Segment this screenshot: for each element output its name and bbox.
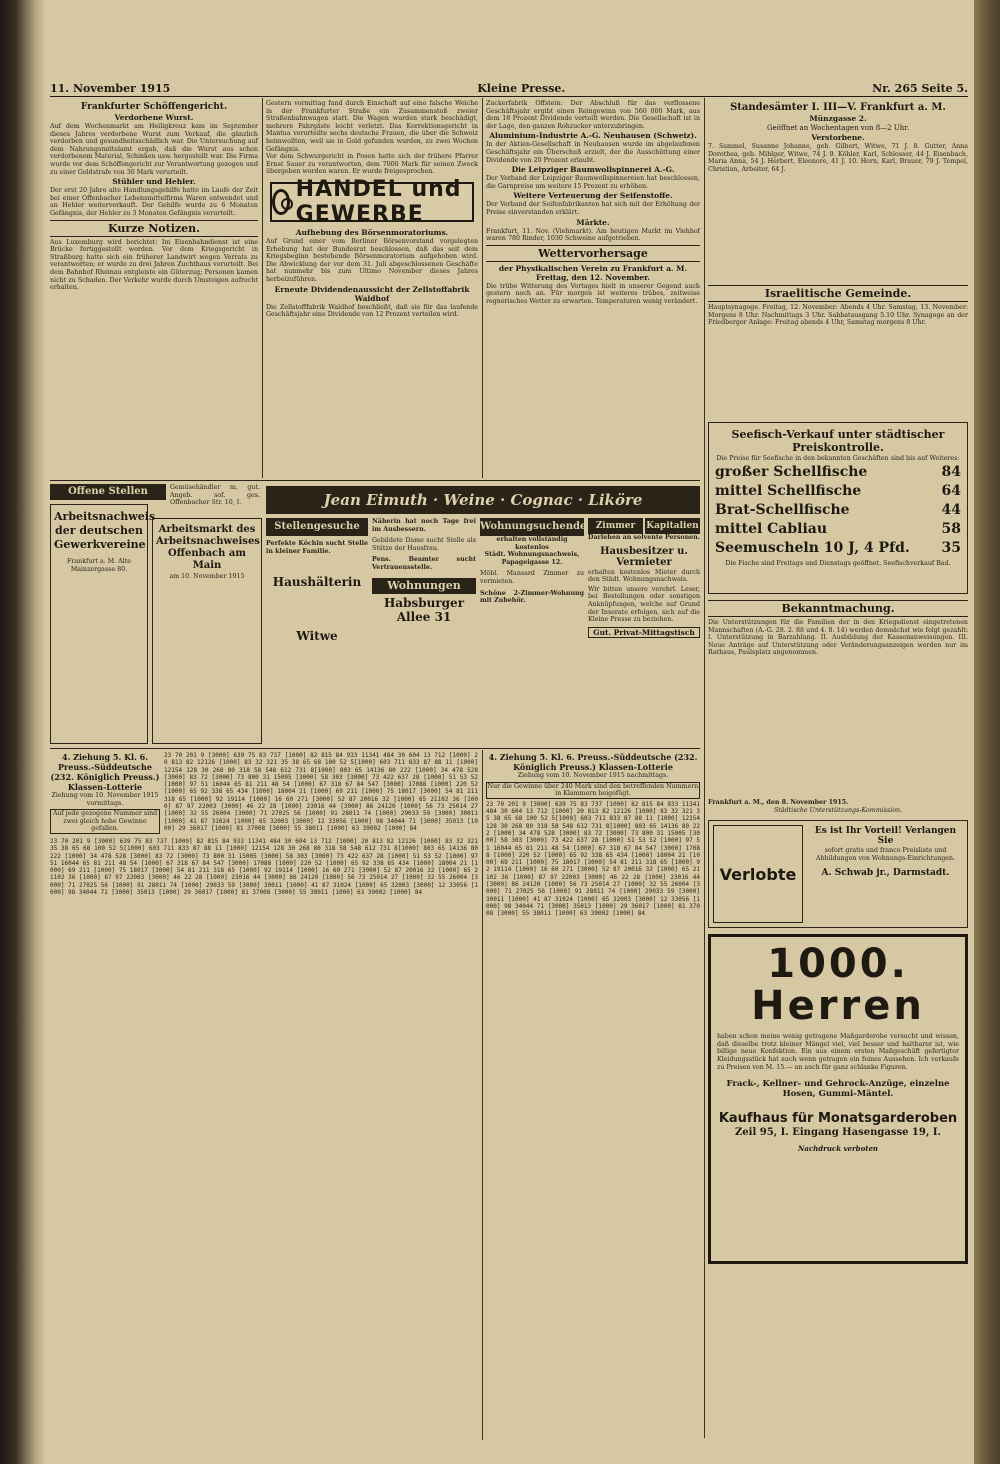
deaths-subtitle: Verstorbene.: [811, 133, 865, 142]
bekanntmachung-heading: Bekanntmachung.: [708, 600, 968, 617]
arbeitsnachweis-ad: [50, 504, 156, 744]
article-text: Frankfurt, 11. Nov. (Viehmarkt). Am heutigen Markt im Viehhof waren 780 Rinder, 1030 Schweine aufgetrieben.: [486, 227, 700, 243]
article-title: Frankfurter Schöffengericht.: [80, 102, 228, 112]
header-masthead: Kleine Presse.: [477, 82, 566, 95]
article-text: Der Verband der Seifenfabrikanten hat sich mit der Erhöhung der Preise einverstanden erklärt.: [486, 201, 700, 216]
seefisch-title: Seefisch-Verkauf unter städtischer Preiskontrolle.: [731, 428, 945, 454]
bekanntmachung-signature: Städtische Unterstützungs-Kommission.: [773, 806, 903, 814]
lottery-subtitle-1: Ziehung vom 10. November 1915 vormittags.: [51, 792, 159, 807]
jean-eimuth-banner: Jean Eimuth · Weine · Cognac · Liköre: [266, 486, 700, 514]
hausbesitzer-text: erhalten kostenlos Mieter durch den Städt. Wohnungsnachweis.: [588, 568, 700, 584]
deaths-list: 7. Sammel, Susanne Johanne, geb. Gilbert, Witwe, 71 J. 8. Gutter, Anna Dorothea, geb. Mihlger, Witwe, 74 J. 9. Köhler, Karl, Schlosser, 44 J. Eisenbach, Maria Anna, 54 J. Herbert, Eleonore, 41 J. 10. Horn, Karl, Brauer, 79 J. Tempel, Christian, Arbeiter, 64 J.: [708, 143, 968, 173]
fish-price: 35: [941, 539, 961, 556]
lottery-subtitle-2: Ziehung vom 10. November 1915 nachmittags.: [517, 772, 669, 779]
standesamt-subtitle: Münzgasse 2.: [809, 114, 867, 123]
herren-ad: [708, 934, 968, 1264]
lottery-numbers: 23 70 201 9 [3000] 639 75 83 737 [1000] 82 815 84 933 11341 484 30 604 13 712 [1000] 20 813 82 12126 [1000] 83 32 321 35 38 65 68 100 52 5[1000] 603 711 833 87 88 11 [1000] 12154 128 30 268 80 318 58 548 612 731 8[1000] 803 65 14136 80 222 [1000] 34 478 528 [3000] 83 72 [3000] 73 800 31 15005 [3000] 58 303 [3000] 73 422 637 28 [1000] 51 53 52 [1000] 97 51 16044 65 81 211 48 54 [1000] 67 318 67 84 547 [3000] 17088 [1000] 220 52 [1000] 65 92 338 65 434 [1000] 18004 21 [1000] 69 211 [1000] 75 18017 [3000] 54 81 211 318 65 [1000] 92 19114 [1000] 16 60 271 [3000] 52 87 20016 32 [1000] 65 21102 36 [1000] 87 97 22003 [3000] 46 22 28 [1000] 23016 44 [3000] 86 24120 [1000] 56 73 25014 27 [1000] 32 55 26004 [3000] 71 27025 56 [1000] 91 28011 74 [1000] 29033 59 [3000] 30011 [1000] 41 87 31024 [1000] 65 32003 [3000] 12 33056 [1000] 98 34044 71 [3000] 35013 [1000] 29 36017 [1000] 81 37008 [3000] 55 38011 [1000] 63 39002 [1000] 84: [50, 837, 478, 897]
fish-price-row: [715, 501, 961, 520]
newspaper-page: [44, 0, 974, 1464]
article-subtitle: Aluminium-Industrie A.-G. Neuhausen (Schweiz).: [489, 131, 697, 141]
article-subtitle: Die Leipziger Baumwollspinnerei A.-G.: [511, 165, 675, 175]
fish-price: 58: [941, 520, 961, 537]
article-subtitle: Weitere Verteuerung der Seifenstoffe.: [513, 191, 673, 201]
stellengesuche-column-2: [372, 518, 476, 744]
article-text: Aus Luxemburg wird berichtet: Im Eisenbahndienst ist eine Brücke fertiggestellt worden. Vor dem Kriegsgericht in Straßburg hatte sich ein früherer Landwirt wegen Verrats zu verantworten; er wurde zu drei Jahren Zuchthaus verurteilt. Bei dem Bahnhof Rheinau entgleiste ein Güterzug; Personen kamen nicht zu Schaden. Der Verkehr wurde durch Umsteigen aufrecht erhalten.: [50, 238, 258, 292]
seefisch-ad: [708, 422, 968, 594]
naeherin-ad: Näherin hat noch Tage frei im Ausbessern.: [372, 518, 476, 533]
fish-price-row: [715, 520, 961, 539]
column-rule: [482, 98, 483, 478]
weather-heading: Wettervorhersage: [486, 245, 700, 262]
gemuse-ad: Gemüsehändler m. gut. Angeb. sof. ges. Offenbacher Str. 10, I.: [170, 484, 260, 507]
handel-gewerbe-banner: [270, 176, 474, 227]
seefisch-intro: Die Preise für Seefische in den bekannten Geschäften sind bis auf Weiteres:: [716, 455, 960, 462]
column-rule: [482, 750, 483, 1440]
article-text: Vor dem Schwurgericht in Posen hatte sich der frühere Pfarrer Ernst Sauer zu verantworten, dem 7000 Mark für seinen Zweck übergeben worden waren. Er wurde freigesprochen.: [266, 153, 478, 176]
verlobte-text: sofort gratis und franco Preisliste und Abbildungen von Wohnungs-Einrichtungen.: [815, 847, 956, 862]
article-text: Auf Grund einer vom Berliner Börsenvorstand vorgelegten Erhebung hat der Bundesrat beschlossen, daß das seit dem Kriegsbeginn bestehende Börsenmoratorium aufgehoben wird. Die Abwicklung der vor dem 31. Juli abgeschlossenen Geschäfte hat nunmehr bis zum Ultimo November dieses Jahres herbeizuführen.: [266, 237, 478, 283]
zimmer-kapitalien-column: [588, 518, 700, 744]
fish-name: Brat-Schellfische: [715, 501, 850, 518]
wohnungen-header: Wohnungen: [372, 578, 476, 594]
book-binding-left: [0, 0, 44, 1464]
arbeitsnachweis-address: Frankfurt a. M. Alte Mainzergasse 80.: [67, 558, 131, 573]
synagogue-times: Hauptsynagoge. Freitag, 12. November: Abends 4 Uhr. Samstag, 13. November: Morgens 8 Uhr. Nachmittags 3 Uhr. Sabbatausgang 5.10 Uhr. Synagoge an der Friedberger Anlage: Freitag abends 4 Uhr, Samstag morgens 8 Uhr.: [708, 304, 968, 327]
lottery-title-1: 4. Ziehung 5. Kl. 6. Preuss.-Süddeutsche (232. Königlich Preuss.) Klassen-Lotterie: [50, 752, 160, 792]
article-text: Die trübe Witterung des Vortages hielt in unserer Gegend auch gestern noch an. Für morgen ist weiteres trübes, zeitweise regnerisches Wetter zu erwarten. Temperaturen wenig verändert.: [486, 282, 700, 305]
article-subtitle: Erneute Dividendenaussicht der Zellstoffabrik Waldhof: [274, 284, 470, 303]
section-rule: [50, 748, 700, 749]
arbeitsmarkt-title: Arbeitsmarkt des Arbeitsnachweises Offenbach am Main: [156, 524, 260, 571]
article-text: In der Aktien-Gesellschaft in Neuhausen wurde im abgelaufenen Geschäftsjahr ein Überschuß erzielt, der die Ausschüttung einer Dividende von 20 Prozent erlaubt.: [486, 141, 700, 164]
witwe-ad: Witwe: [296, 629, 338, 644]
fish-price-row: [715, 482, 961, 501]
verlobte-word: Verlobte: [713, 825, 803, 923]
fish-name: mittel Schellfische: [715, 482, 862, 499]
herren-text: haben schon meine wenig getragene Maßgarderobe versucht und wissen, daß dieselbe trotz kleiner Mängel viel, viel besser und haltbarer ist, wie billige neue Konfektion. Ein aus einem ersten Maßgeschäft gefertigter Kleidungsstück hat auch wenn getragen ein feines Aussehen. Ich verkaufe zu Preisen von M. 15.— an auch für ganz schlanke Figuren.: [717, 1033, 959, 1071]
fish-price-row: [715, 463, 961, 482]
article-text: Auf dem Wochenmarkt am Heiligkreuz kam im September dieses Jahres verdorbene Wurst zum Verkauf, die gänzlich verdorben und gesundheitsschädlich war. Die Untersuchung auf dem Nahrungsmittelamt ergab, daß die Wurst aus schon verdorbenem Material, Schinken usw. hergestellt war. Die Firma wurde vor dem Schöffengericht zur Verantwortung gezogen und zu einer Geldstrafe von 30 Mark verurteilt.: [50, 123, 258, 176]
column-2: [266, 100, 478, 478]
gear-icon: [272, 189, 290, 215]
beamter-ad: Pens. Beamter sucht Vertrauensstelle.: [372, 556, 476, 571]
section-heading: Kurze Notizen.: [50, 220, 258, 237]
herren-word: Herren: [751, 983, 925, 1030]
header-date: 11. November 1915: [50, 82, 171, 95]
bekanntmachung-text: Die Unterstützungen für die Familien der in den Kriegsdienst eingetretenen Mannschaften (A.-G. 28. 2. 88 und 4. 8. 14) werden demnächst wie folgt gezahlt: I. Unterstützung in Barzahlung. II. Ausbildung der Kassenanweisungen. III. Neue Anträge auf Unterstützung oder Veränderungsanzeigen werden nur im Rathaus, Paulsplatz angenommen.: [708, 619, 968, 657]
herren-items: Frack-, Kellner- und Gehrock-Anzüge, einzelne Hosen, Gummi-Mäntel.: [726, 1079, 950, 1100]
lottery-note-1: Auf jede gezogene Nummer sind zwei gleich hohe Gewinne gefallen.: [50, 809, 160, 834]
wohnungsuchende-sub: erhalten vollständig kostenlos: [496, 536, 568, 551]
wohnungsuchende-column: [480, 518, 587, 744]
article-text: Gestern vormittag fand durch Einschaft auf eine falsche Weiche in der Frankfurter Straße ein Zusammenstoß zweier Straßenbahnwagen statt. Die Wagen wurden stark beschädigt, mehrere Fahrgäste leicht verletzt. Das Korrektionsgericht in Mantua verurteilte sechs deutsche Frauen, die über die Schweiz heimwollten, weil sie in Gold gefunden wurden, zu zwei Wochen Gefängnis.: [266, 100, 478, 153]
israelitische-gemeinde-heading: Israelitische Gemeinde.: [708, 285, 968, 302]
herren-address: Zeil 95, I. Eingang Hasengasse 19, I.: [735, 1127, 941, 1139]
gebildete-ad: Gebildete Dame sucht Stelle als Stütze der Hausfrau.: [372, 537, 476, 552]
article-text: Die Zellstofffabrik Waldhof beschließt, daß sie für das laufende Geschäftsjahr eine Dividende von 12 Prozent verteilen wird.: [266, 303, 478, 319]
column-rule: [704, 98, 705, 1438]
lottery-numbers: 23 70 201 9 [3000] 639 75 83 737 [1000] 82 815 84 933 11341 484 30 604 13 712 [1000] 20 813 82 12126 [1000] 83 32 321 35 38 65 68 100 52 5[1000] 603 711 833 87 88 11 [1000] 12154 128 30 268 80 318 58 548 612 731 8[1000] 803 65 14136 80 222 [1000] 34 478 528 [3000] 83 72 [3000] 73 800 31 15005 [3000] 58 303 [3000] 73 422 637 28 [1000] 51 53 52 [1000] 97 51 16044 65 81 211 48 54 [1000] 67 318 67 84 547 [3000] 17088 [1000] 220 52 [1000] 65 92 338 65 434 [1000] 18004 21 [1000] 69 211 [1000] 75 18017 [3000] 54 81 211 318 65 [1000] 92 19114 [1000] 16 60 271 [3000] 52 87 20016 32 [1000] 65 21102 36 [1000] 87 97 22003 [3000] 46 22 28 [1000] 23016 44 [3000] 86 24120 [1000] 56 73 25014 27 [1000] 32 55 26004 [3000] 71 27025 56 [1000] 91 28011 74 [1000] 29033 59 [3000] 30011 [1000] 41 87 31024 [1000] 65 32003 [3000] 12 33056 [1000] 98 34044 71 [3000] 35013 [1000] 29 36017 [1000] 81 37008 [3000] 55 38011 [1000] 63 39002 [1000] 84: [164, 752, 478, 832]
article-text: Der Verband der Leipziger Baumwollspinnereien hat beschlossen, die Garnpreise um weitere 15 Prozent zu erhöhen.: [486, 175, 700, 190]
herren-number: 1000.: [767, 941, 909, 988]
fish-name: Seemuscheln 10 J, 4 Pfd.: [715, 539, 910, 556]
fish-name: großer Schellfische: [715, 463, 868, 480]
arbeitsmarkt-date: am 10. November 1915: [169, 573, 245, 580]
article-text: Zuckerfabrik Offstein: Der Abschluß für das verflossene Geschäftsjahr ergibt einen Reingewinn von 560 000 Mark, aus dem 18 Prozent Dividende verteilt werden. Die Gesellschaft ist in der Lage, den ganzen Rohzucker unterzubringen.: [486, 100, 700, 130]
lottery-column-left: [50, 752, 478, 1438]
moebl-zimmer-ad: Möbl. Mansard Zimmer zu vermieten.: [480, 570, 584, 585]
header-rule: [50, 96, 968, 97]
offene-stellen-header: Offene Stellen: [50, 484, 166, 500]
bekanntmachung-date: Frankfurt a. M., den 8. November 1915.: [708, 799, 849, 806]
lottery-column-right: [486, 752, 700, 1438]
zwei-zimmer-ad: Schöne 2-Zimmer-Wohnung mit Zubehör.: [480, 589, 584, 605]
fish-price: 84: [941, 463, 961, 480]
stellengesuche-column: [266, 540, 368, 744]
fish-price-list: [715, 463, 961, 558]
hausbesitzer-ad: Hausbesitzer u. Vermieter: [600, 545, 688, 568]
arbeitsnachweis-title: Arbeitsnachweis der deutschen Gewerkvereine: [54, 510, 156, 551]
seefisch-footer: Die Fische sind Freitags und Dienstags geöffnet. Seefischverkauf Bad.: [725, 559, 951, 567]
herren-firm: Kaufhaus für Monatsgarderoben: [718, 1111, 958, 1127]
arbeitsmarkt-ad: [152, 518, 262, 744]
haushaelterin-ad: Haushälterin: [272, 575, 362, 590]
article-subtitle: Stühler und Hehler.: [112, 177, 196, 187]
kleine-presse-notice: Wir bitten unsere verehrl. Leser, bei Bestellungen oder sonstigen Anknüpfungen, welche auf Grund der Inserate erfolgen, sich auf die Kleine Presse zu beziehen.: [588, 585, 700, 624]
staedt-wohnungsnachweis: Städt. Wohnungsnachweis, Papageigasse 12.: [484, 551, 580, 566]
section-rule: [50, 480, 700, 481]
fish-price: 44: [941, 501, 961, 518]
standesamt-title: Standesämter I. III—V. Frankfurt a. M.: [730, 102, 946, 113]
banner-text: HANDEL und GEWERBE: [295, 176, 462, 227]
wohnungsuchende-header: Wohnungsuchende: [480, 518, 584, 536]
zimmer-header: Zimmer: [588, 518, 643, 534]
lottery-title-2: 4. Ziehung 5. Kl. 6. Preuss.-Süddeutsche (232. Königlich Preuss.) Klassen-Lotterie: [488, 752, 698, 772]
mittagstisch-ad: Gut. Privat-Mittagstisch: [588, 627, 700, 638]
weather-subtitle: der Physikalischen Verein zu Frankfurt a. M. Freitag, den 12. November.: [498, 263, 688, 282]
page-stack-edge: [974, 0, 1000, 1464]
column-4: [708, 100, 968, 1440]
header-page-number: Nr. 265 Seite 5.: [872, 82, 968, 95]
column-1: [50, 100, 258, 478]
column-rule: [262, 98, 263, 478]
standesamt-hours: Geöffnet an Wochentagen von 8—2 Uhr.: [766, 124, 910, 132]
verlobte-firm: A. Schwab jr., Darmstadt.: [821, 868, 950, 879]
lottery-note-2: Nur die Gewinne über 240 Mark sind den betreffenden Nummern in Klammern beigefügt.: [487, 782, 699, 798]
kapitalien-header: Kapitalien: [645, 518, 700, 534]
verlobte-slogan: Es ist Ihr Vorteil! Verlangen Sie: [814, 826, 957, 847]
fish-name: mittel Cabliau: [715, 520, 828, 537]
article-subtitle: Märkte.: [576, 217, 610, 227]
nachdruck-note: Nachdruck verboten: [797, 1144, 879, 1154]
stellengesuche-header: Stellengesuche: [266, 518, 368, 536]
habsburger-ad: Habsburger Allee 31: [383, 595, 465, 624]
koechin-ad: Perfekte Köchin sucht Stelle in kleiner Familie.: [266, 540, 368, 555]
fish-price: 64: [941, 482, 961, 499]
fish-price-row: [715, 539, 961, 558]
article-subtitle: Aufhebung des Börsenmoratoriums.: [295, 227, 449, 237]
darlehen-ad: Darlehen an solvente Personen.: [588, 534, 700, 541]
lottery-numbers: 23 70 201 9 [3000] 639 75 83 737 [1000] 82 815 84 933 11341 484 30 604 13 712 [1000] 20 813 82 12126 [1000] 83 32 321 35 38 65 68 100 52 5[1000] 603 711 833 87 88 11 [1000] 12154 128 30 268 80 318 58 548 612 731 8[1000] 803 65 14136 80 222 [1000] 34 478 528 [3000] 83 72 [3000] 73 800 31 15005 [3000] 58 303 [3000] 73 422 637 28 [1000] 51 53 52 [1000] 97 51 16044 65 81 211 48 54 [1000] 67 318 67 84 547 [3000] 17088 [1000] 220 52 [1000] 65 92 338 65 434 [1000] 18004 21 [1000] 69 211 [1000] 75 18017 [3000] 54 81 211 318 65 [1000] 92 19114 [1000] 16 60 271 [3000] 52 87 20016 32 [1000] 65 21102 36 [1000] 87 97 22003 [3000] 46 22 28 [1000] 23016 44 [3000] 86 24120 [1000] 56 73 25014 27 [1000] 32 55 26004 [3000] 71 27025 56 [1000] 91 28011 74 [1000] 29033 59 [3000] 30011 [1000] 41 87 31024 [1000] 65 32003 [3000] 12 33056 [1000] 98 34044 71 [3000] 35013 [1000] 29 36017 [1000] 81 37008 [3000] 55 38011 [1000] 63 39002 [1000] 84: [486, 800, 700, 918]
article-subtitle: Verdorbene Wurst.: [114, 113, 194, 122]
verlobte-ad: [708, 820, 968, 928]
column-3: [486, 100, 700, 478]
article-text: Der erst 20 Jahre alte Handlungsgehilfe hatte im Laufe der Zeit bei einer Offenbacher Lebensmittelfirma Waren entwendet und an Hehler weiterverkauft. Der Gehilfe wurde zu 6 Monaten Gefängnis, der Hehler zu 3 Monaten Gefängnis verurteilt.: [50, 187, 258, 217]
page-header: [50, 82, 968, 96]
